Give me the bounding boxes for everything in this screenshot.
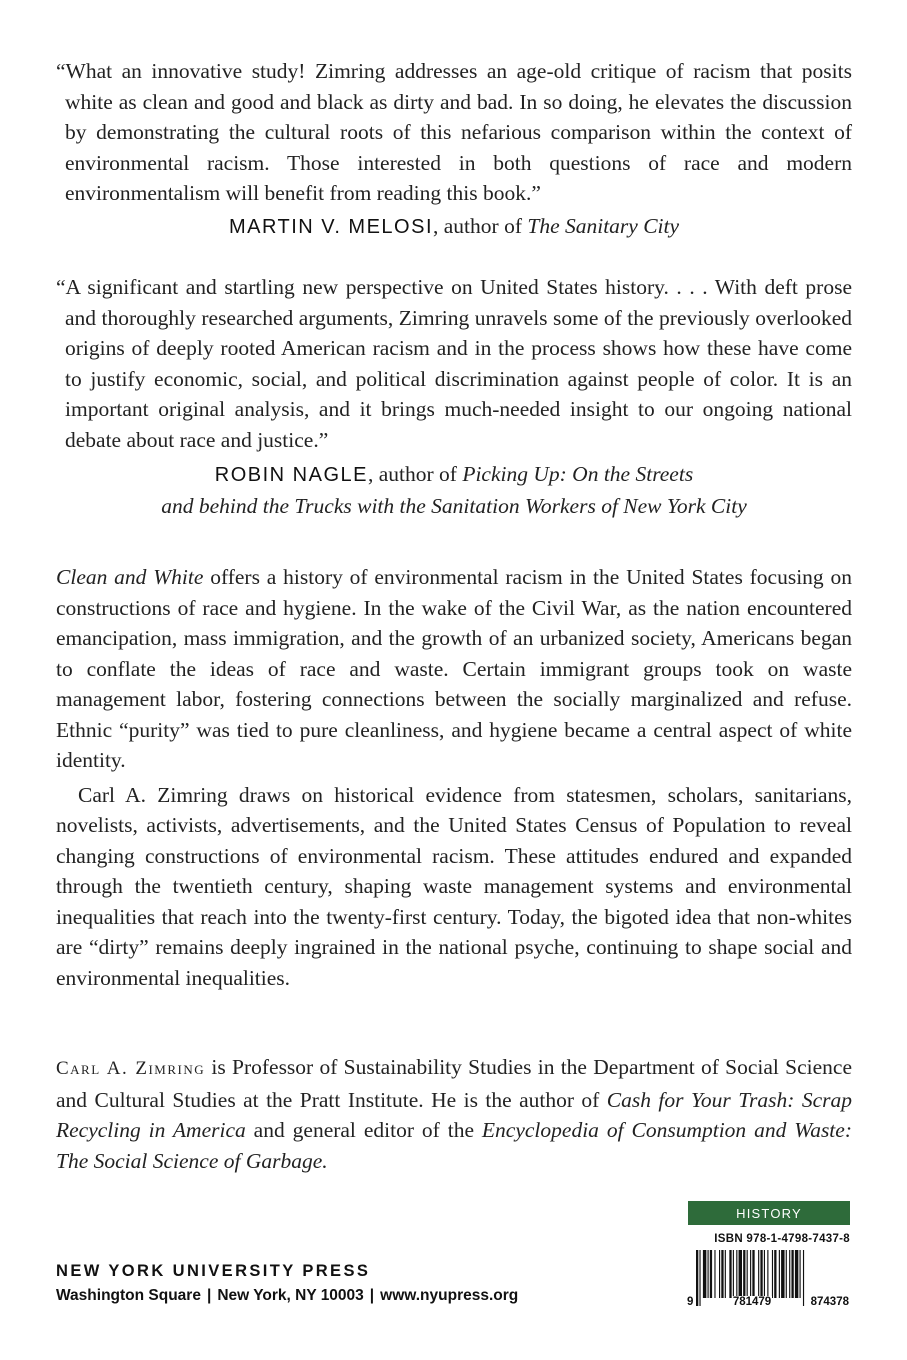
author-bio (56, 1052, 852, 1176)
publisher-website: www.nyupress.org (380, 1287, 519, 1304)
bio-author-name: Carl A. Zimring (56, 1058, 206, 1079)
barcode-digit-group-1: 781479 (732, 1296, 772, 1308)
blurb-author-name: MARTIN V. MELOSI (228, 215, 434, 238)
barcode-bar (725, 1250, 726, 1298)
blurb-quote: “A significant and startling new perspective on United States history. . . . With deft prose and thoroughly researched arguments, Zimring unravels some of the previously overlooked origins of deeply rooted American racism and in the process shows how these have come to justify economic, social, and political discrimination against people of color. It is an important original analysis, and it brings much-needed insight to our ongoing national debate about race and justice.” (56, 275, 852, 452)
publisher-address (56, 1287, 518, 1305)
bio-text-2: and general editor of the (245, 1118, 482, 1142)
barcode-bar (791, 1250, 793, 1298)
publisher-name: NEW YORK UNIVERSITY PRESS (56, 1262, 371, 1280)
barcode-bar (758, 1250, 759, 1298)
bio-book-2: Encyclopedia of Consumption and Waste: The Social Science of Garbage. (56, 1118, 852, 1173)
barcode-bar (789, 1250, 790, 1298)
barcode-bar (800, 1250, 801, 1298)
barcode-digit-group-2: 874378 (810, 1296, 849, 1308)
barcode-bar (760, 1250, 762, 1298)
blurb-attribution (56, 459, 852, 521)
barcode-bar (714, 1250, 715, 1298)
blurb-quote: “What an innovative study! Zimring addresses an age-old critique of racism that posits white as clean and good and black as dirty and bad. In so doing, he elevates the discussion by demonstrating the cultural roots of this nefarious comparison within the context of environmental racism. Those interested in both questions of race and modern environmentalism will benefit from reading this book.” (56, 59, 852, 205)
description-paragraph-1 (56, 562, 852, 776)
blurb-book-title-line2: and behind the Trucks with the Sanitation Workers of New York City (161, 493, 747, 518)
publisher-address-street: Washington Square (56, 1287, 201, 1304)
blurb-attribution (56, 211, 852, 243)
barcode-bar (764, 1250, 765, 1298)
barcode-bar (774, 1250, 776, 1298)
isbn-label: ISBN 978-1-4798-7437-8 (714, 1233, 850, 1245)
description-text: offers a history of environmental racism in the United States focusing on constructions of race and hygiene. In the wake of the Civil War, as the nation encountered emancipation, mass immigration, and the growth of an urbanized society, Americans began to conflate the ideas of race and waste. Certain immigrant groups took on waste management labor, fostering connections between the socially marginalized and refuse. Ethnic “purity” was tied to pure cleanliness, and hygiene became a central aspect of white identity. (56, 565, 852, 772)
book-description (56, 562, 852, 993)
bio-text-1: is Professor of Sustainability Studies in the Department of Social Science and Cultural Studies at the Pratt Institute. He is the author of (56, 1055, 852, 1112)
barcode-bar (729, 1250, 731, 1298)
barcode-bar (743, 1250, 745, 1298)
barcode-bar (786, 1250, 787, 1298)
barcode-bar (739, 1250, 742, 1298)
barcode-bar (710, 1250, 712, 1298)
blurb-book-title-line1: Picking Up: On the Streets (462, 462, 694, 486)
barcode-bar (795, 1250, 798, 1298)
separator: | (206, 1287, 212, 1304)
blurb-book-title: The Sanitary City (527, 213, 680, 238)
description-paragraph-2: Carl A. Zimring draws on historical evidence from statesmen, scholars, sanitarians, novelists, activists, advertisements, and the United States Census of Population to reveal changing constructions of environmental racism. These attitudes endured and expanded through the twentieth century, shaping waste management systems and environmental inequalities that reach into the twenty-first century. Today, the bigoted idea that non-whites are “dirty” remains deeply ingrained in the national psyche, continuing to shape social and environmental inequalities. (56, 782, 852, 990)
blurb-author-of: , author of (433, 213, 528, 238)
bio-book-1: Cash for Your Trash: Scrap Recycling in America (56, 1087, 852, 1142)
barcode-bar (719, 1250, 720, 1298)
barcode-bar (721, 1250, 723, 1298)
blurb-author-of: , author of (367, 462, 463, 486)
separator: | (369, 1287, 375, 1304)
publisher-block (56, 1262, 518, 1305)
barcode-bar (767, 1250, 768, 1298)
barcode-bar (708, 1250, 709, 1298)
barcode-digit-lead: 9 (687, 1296, 694, 1308)
barcode-bar (703, 1250, 706, 1298)
blurb-author-name: ROBIN NAGLE (214, 464, 368, 486)
barcode-bar (779, 1250, 780, 1298)
blurb-melosi (56, 56, 852, 242)
blurb-nagle (56, 272, 852, 521)
book-title: Clean and White (56, 565, 204, 589)
barcode-bar (772, 1250, 773, 1298)
publisher-address-city: New York, NY 10003 (217, 1287, 364, 1304)
barcode-bar (733, 1250, 734, 1298)
barcode-bar (747, 1250, 748, 1298)
category-badge: HISTORY (688, 1201, 850, 1225)
barcode-bar (736, 1250, 737, 1298)
barcode-digits (686, 1296, 850, 1308)
barcode-bar (781, 1250, 784, 1298)
